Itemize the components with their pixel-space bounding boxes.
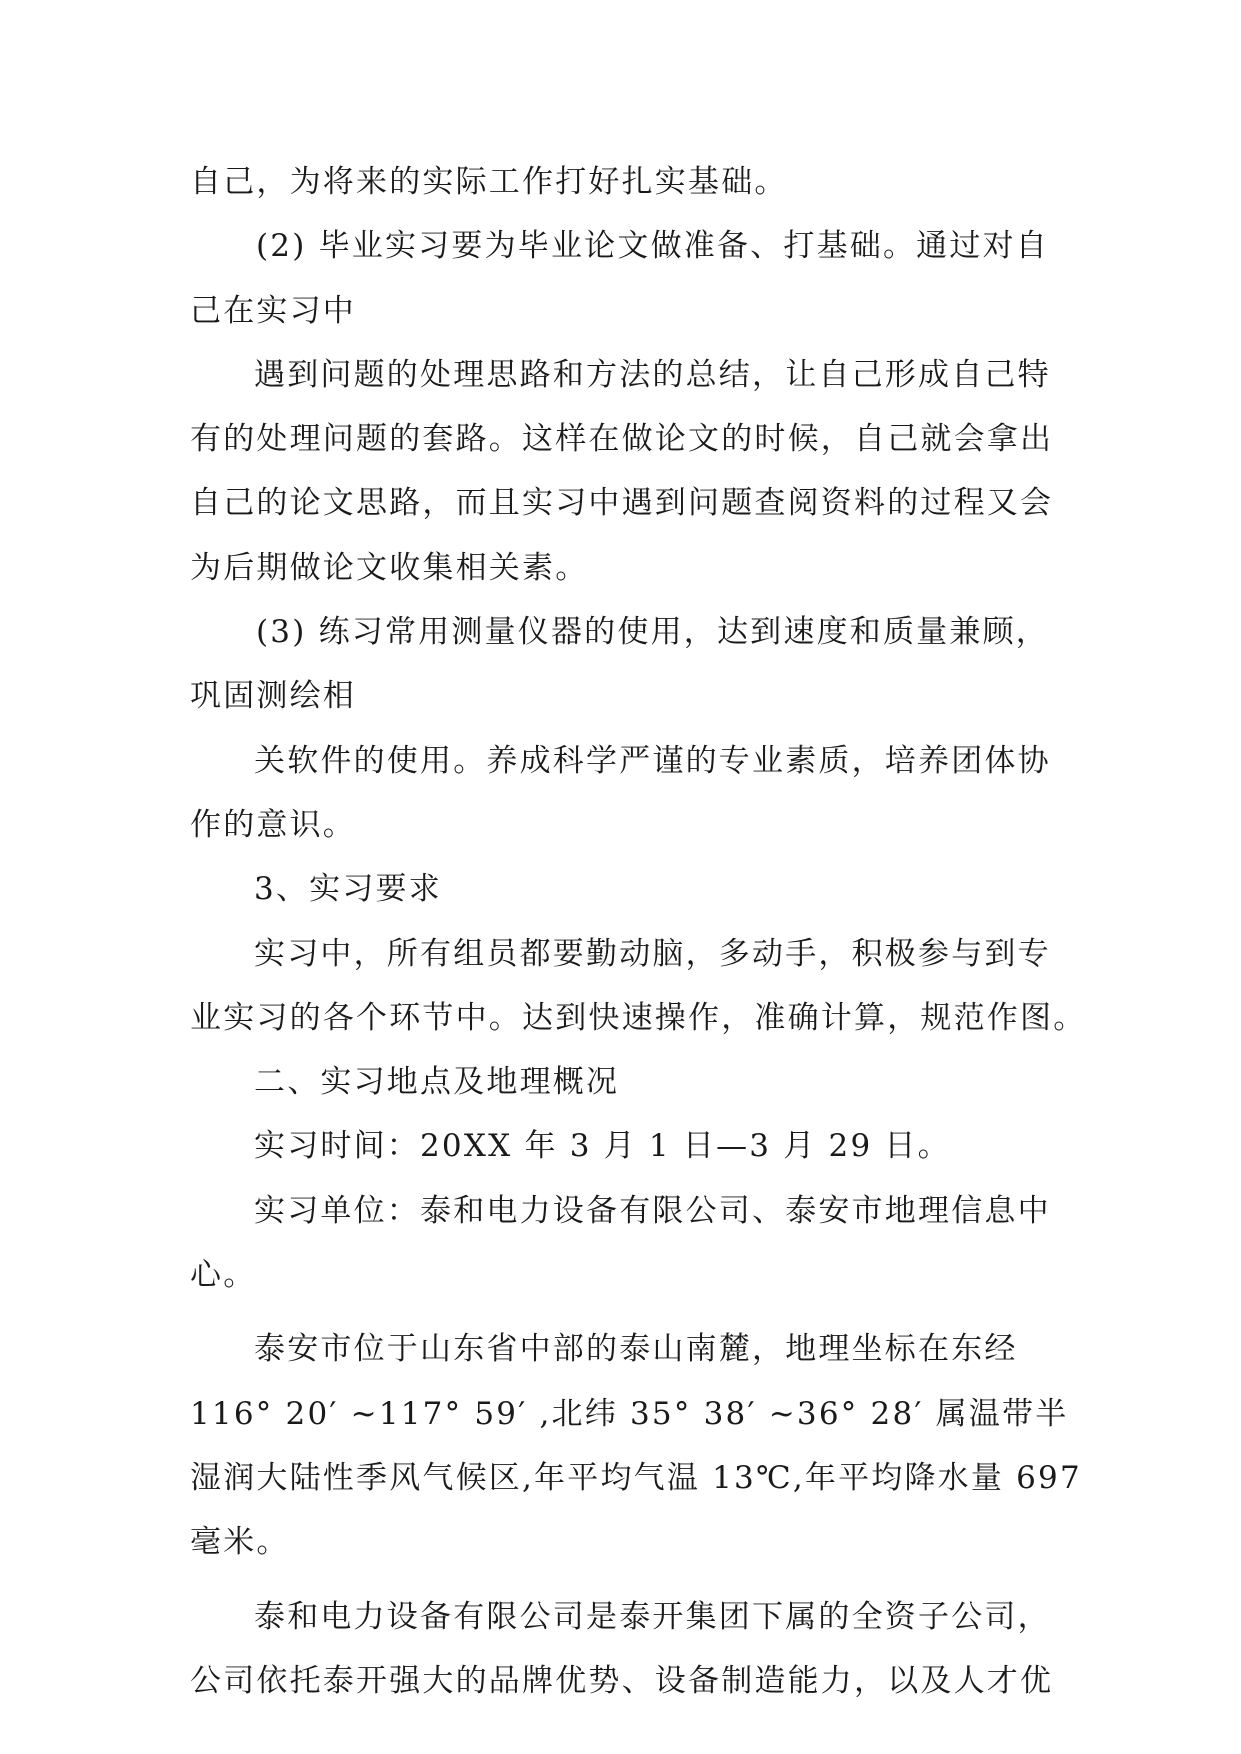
text-line: 实习时间：20XX 年 3 月 1 日—3 月 29 日。: [254, 1128, 951, 1165]
text-line: 己在实习中: [190, 292, 356, 329]
text-line: 湿润大陆性季风气候区,年平均气温 13℃,年平均降水量 697: [190, 1459, 1082, 1496]
text-line: 公司依托泰开强大的品牌优势、设备制造能力，以及人才优: [190, 1662, 1054, 1699]
text-line: 有的处理问题的套路。这样在做论文的时候，自己就会拿出: [190, 421, 1054, 458]
text-line: 作的意识。: [190, 806, 356, 843]
text-line: 心。: [190, 1257, 257, 1294]
section-heading: 3、实习要求: [254, 871, 442, 908]
text-line: 关软件的使用。养成科学严谨的专业素质，培养团体协: [254, 742, 1051, 779]
text-line: 自己，为将来的实际工作打好扎实基础。: [190, 164, 788, 200]
text-line: 遇到问题的处理思路和方法的总结，让自己形成自己特: [254, 356, 1051, 393]
text-line: 业实习的各个环节中。达到快速操作，准确计算，规范作图。: [190, 999, 1087, 1036]
text-line: 自己的论文思路，而且实习中遇到问题查阅资料的过程又会: [190, 485, 1054, 522]
text-line: (3) 练习常用测量仪器的使用，达到速度和质量兼顾，: [256, 614, 1049, 651]
document-body: [190, 150, 1087, 1713]
text-line: 116° 20′ ~117° 59′ ,北纬 35° 38′ ~36° 28′ 属温带半: [190, 1395, 1069, 1432]
text-line: 泰和电力设备有限公司是泰开集团下属的全资子公司，: [254, 1598, 1051, 1635]
text-line: 为后期做论文收集相关素。: [190, 549, 589, 586]
section-heading: 二、实习地点及地理概况: [254, 1064, 620, 1101]
text-line: 实习单位：泰和电力设备有限公司、泰安市地理信息中: [254, 1192, 1051, 1229]
text-line: 巩固测绘相: [190, 678, 356, 715]
text-line: 实习中，所有组员都要勤动脑，多动手，积极参与到专: [254, 935, 1051, 972]
text-line: 泰安市位于山东省中部的泰山南麓，地理坐标在东经: [254, 1331, 1018, 1368]
text-line: (2) 毕业实习要为毕业论文做准备、打基础。通过对自: [256, 228, 1049, 265]
text-line: 毫米。: [190, 1524, 290, 1561]
